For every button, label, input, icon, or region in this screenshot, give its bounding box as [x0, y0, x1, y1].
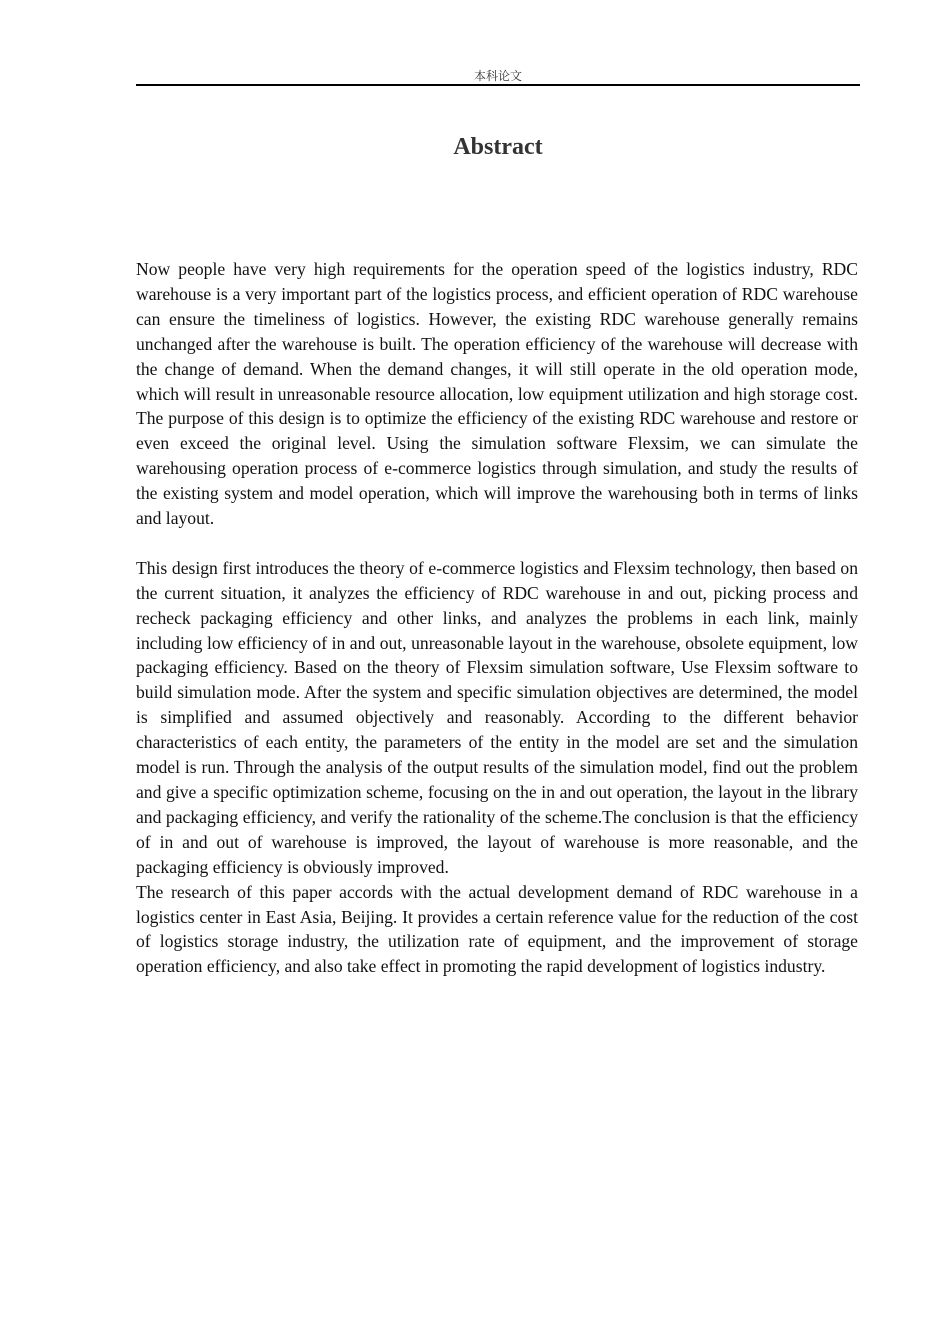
header-rule — [136, 84, 860, 86]
paragraph: The research of this paper accords with the actual development demand of RDC warehouse in a logistics center in East Asia, Beijing. It provides a certain reference value for the reduction of the cost of logistics storage industry, the utilization rate of equipment, and the improvement of storage operation efficiency, and also take effect in promoting the rapid development of logistics industry. — [136, 881, 858, 977]
abstract-body — [136, 257, 858, 979]
paragraph: Now people have very high requirements for the operation speed of the logistics industry, RDC warehouse is a very important part of the logistics process, and efficient operation of RDC warehouse can ensure the timeliness of logistics. However, the existing RDC warehouse generally remains unchanged after the warehouse is built. The operation efficiency of the warehouse will decrease with the change of demand. When the demand changes, it will still operate in the old operation mode, which will result in unreasonable resource allocation, low equipment utilization and high storage cost. The purpose of this design is to optimize the efficiency of the existing RDC warehouse and restore or even exceed the original level. Using the simulation software Flexsim, we can simulate the warehousing operation process of e-commerce logistics through simulation, and study the results of the existing system and model operation, which will improve the warehousing both in terms of links and layout. — [136, 259, 858, 529]
paragraph: This design first introduces the theory of e-commerce logistics and Flexsim technology, then based on the current situation, it analyzes the efficiency of RDC warehouse in and out, picking process and recheck packaging efficiency and other links, and analyzes the problems in each link, mainly including low efficiency of in and out, unreasonable layout in the warehouse, obsolete equipment, low packaging efficiency. Based on the theory of Flexsim simulation software, Use Flexsim software to build simulation mode. After the system and specific simulation objectives are determined, the model is simplified and assumed objectively and reasonably. According to the different behavior characteristics of each entity, the parameters of the entity in the model are set and the simulation model is run. Through the analysis of the output results of the simulation model, find out the problem and give a specific optimization scheme, focusing on the in and out operation, the layout in the library and packaging efficiency, and verify the rationality of the scheme.The conclusion is that the efficiency of in and out of warehouse is improved, the layout of warehouse is more reasonable, and the packaging efficiency is obviously improved. — [136, 557, 858, 877]
page-title: Abstract — [453, 134, 543, 160]
running-header: 本科论文 — [473, 69, 522, 83]
